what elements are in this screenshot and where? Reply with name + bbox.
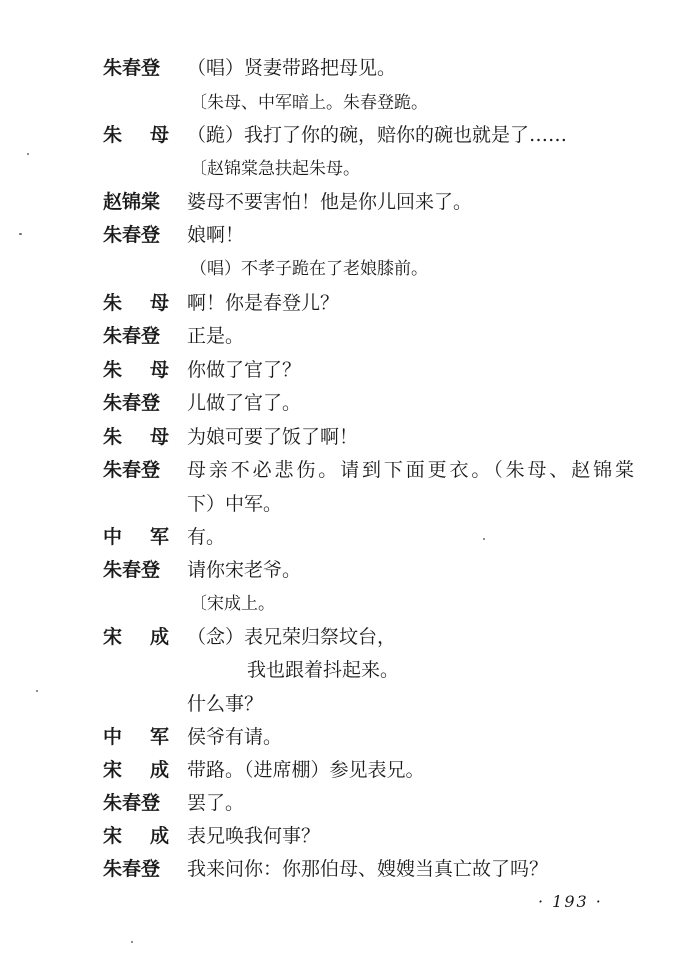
script-line (0, 353, 690, 387)
script-line (0, 753, 690, 787)
speaker-name: 朱春登 (103, 559, 161, 581)
sung-line: （唱）不孝子跪在了老娘膝前。 (190, 259, 428, 279)
speaker-char: 母 (149, 124, 169, 146)
stage-direction-line (0, 587, 690, 621)
line-text: 什么事？ (187, 693, 264, 715)
scan-speck (131, 941, 133, 943)
speaker-char: 军 (149, 726, 169, 748)
script-line (0, 720, 690, 754)
script-line (0, 852, 690, 886)
stage-direction: 〔宋成上。 (190, 594, 275, 614)
line-text: 侯爷有请。 (187, 726, 283, 748)
script-line (0, 185, 690, 219)
line-text: 我来问你：你那伯母、嫂嫂当真亡故了吗？ (187, 858, 549, 880)
script-line (0, 420, 690, 454)
line-text: 娘啊！ (187, 224, 245, 246)
speaker-name: 朱春登 (103, 57, 161, 79)
speaker-char: 母 (149, 292, 169, 314)
speaker-char: 成 (149, 626, 169, 648)
stage-direction: 〔朱母、中军暗上。朱春登跪。 (190, 93, 428, 113)
line-text: 表兄唤我何事？ (187, 825, 321, 847)
speaker-name: 朱春登 (103, 392, 161, 414)
speaker-name: 赵锦棠 (103, 191, 161, 213)
script-line (0, 118, 690, 152)
script-line (0, 553, 690, 587)
script-line (0, 386, 690, 420)
script-line (0, 51, 690, 85)
speaker-char: 朱 (103, 292, 123, 314)
line-text: 儿做了官了。 (187, 392, 302, 414)
speaker-name: 朱春登 (103, 858, 161, 880)
script-line (0, 620, 690, 654)
line-text: 下）中军。 (187, 493, 283, 515)
script-line (0, 786, 690, 820)
speaker-name: 朱春登 (103, 792, 161, 814)
scan-speck (19, 233, 22, 235)
script-line (0, 487, 690, 521)
speaker-char: 朱 (103, 426, 123, 448)
speaker-name (103, 353, 169, 387)
line-text: （念）表兄荣归祭坟台， (187, 626, 397, 648)
line-text: 有。 (187, 526, 226, 548)
speaker-char: 母 (149, 426, 169, 448)
speaker-name (103, 819, 169, 853)
line-text: 你做了官了？ (187, 359, 302, 381)
speaker-name (103, 620, 169, 654)
speaker-char: 母 (149, 359, 169, 381)
speaker-char: 朱 (103, 359, 123, 381)
speaker-char: 军 (149, 526, 169, 548)
page-number: · 193 · (538, 892, 603, 911)
script-line (0, 653, 690, 687)
speaker-char: 朱 (103, 124, 123, 146)
line-text: 正是。 (187, 325, 245, 347)
script-line (0, 252, 690, 286)
line-text: 婆母不要害怕！他是你儿回来了。 (187, 191, 473, 213)
scan-speck (36, 690, 38, 692)
line-text: 罢了。 (187, 792, 245, 814)
stage-direction-line (0, 152, 690, 186)
speaker-name (103, 420, 169, 454)
speaker-name (103, 520, 169, 554)
line-text: 啊！你是春登儿？ (187, 292, 340, 314)
speaker-name (103, 720, 169, 754)
scan-speck (27, 153, 29, 155)
speaker-name (103, 753, 169, 787)
verse-line: 我也跟着抖起来。 (247, 659, 400, 681)
line-text: 为娘可要了饭了啊！ (187, 426, 359, 448)
scan-speck (483, 538, 485, 540)
speaker-name: 朱春登 (103, 459, 161, 481)
line-text: 带路。（进席棚）参见表兄。 (187, 759, 425, 781)
script-line (0, 218, 690, 252)
speaker-char: 成 (149, 825, 169, 847)
script-line (0, 453, 690, 487)
script-line (0, 286, 690, 320)
speaker-char: 中 (103, 526, 123, 548)
speaker-char: 中 (103, 726, 123, 748)
line-text: 母亲不必悲伤。请到下面更衣。（朱母、赵锦棠 (187, 459, 634, 481)
speaker-name (103, 286, 169, 320)
stage-direction-line (0, 86, 690, 120)
speaker-char: 宋 (103, 626, 123, 648)
speaker-char: 宋 (103, 825, 123, 847)
speaker-name: 朱春登 (103, 224, 161, 246)
stage-direction: 〔赵锦棠急扶起朱母。 (190, 159, 360, 179)
script-line (0, 687, 690, 721)
speaker-name (103, 118, 169, 152)
script-line (0, 319, 690, 353)
speaker-char: 成 (149, 759, 169, 781)
line-text: （跪）我打了你的碗，赔你的碗也就是了…… (187, 124, 568, 146)
speaker-name: 朱春登 (103, 325, 161, 347)
line-text: （唱）贤妻带路把母见。 (187, 57, 397, 79)
speaker-char: 宋 (103, 759, 123, 781)
script-line (0, 520, 690, 554)
line-text: 请你宋老爷。 (187, 559, 302, 581)
script-line (0, 819, 690, 853)
